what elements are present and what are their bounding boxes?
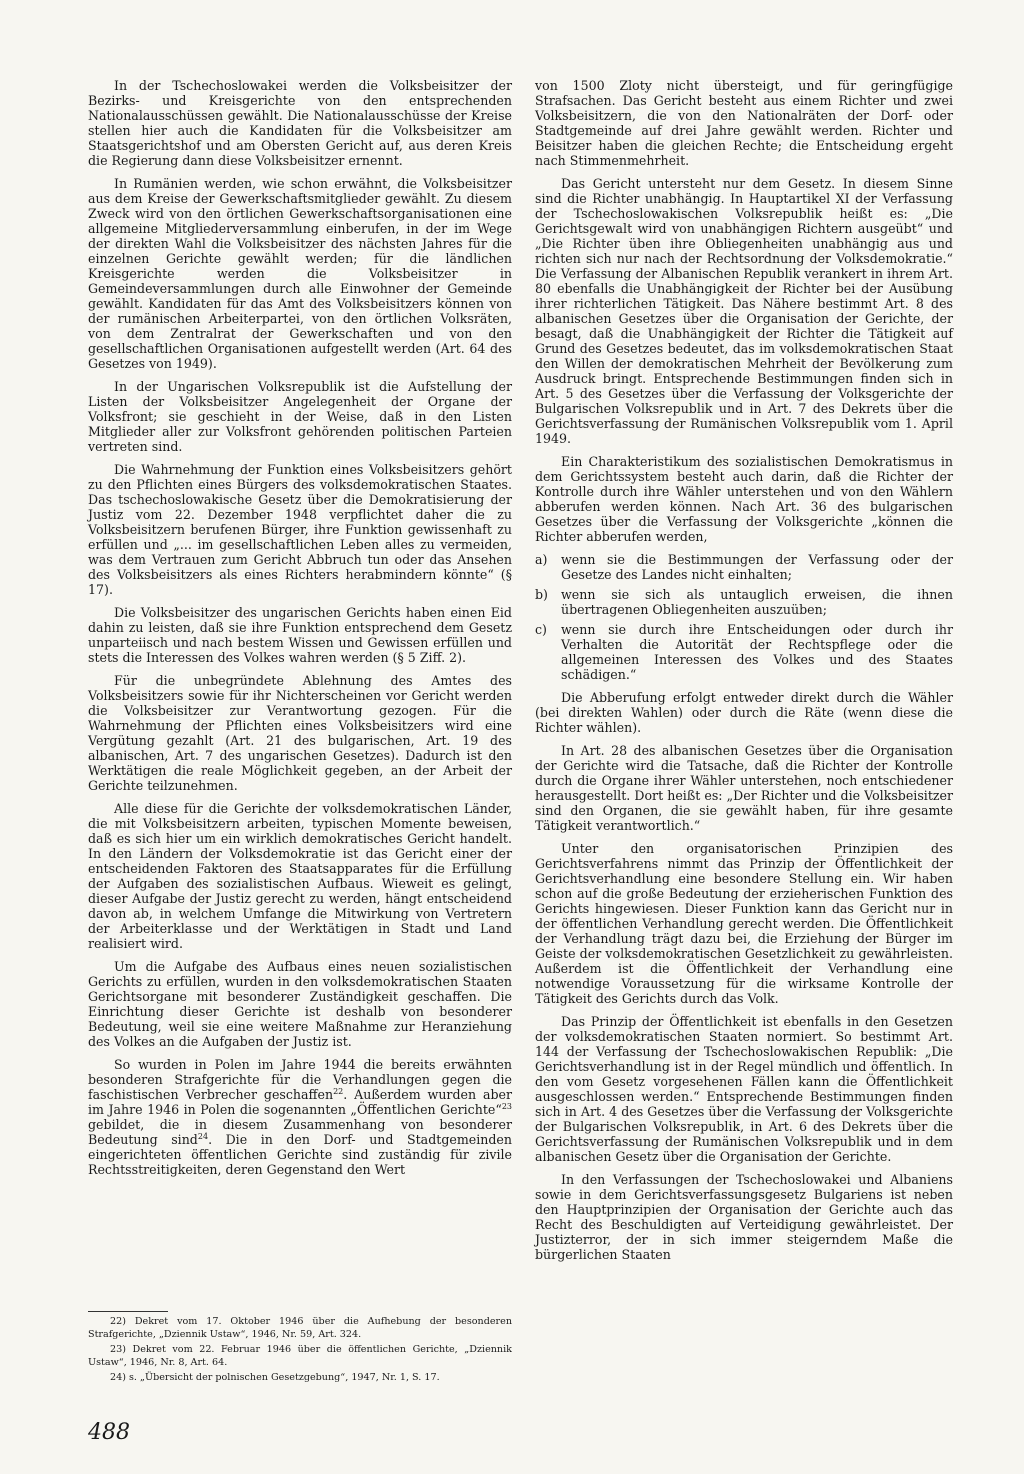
footnote: 22) Dekret vom 17. Oktober 1946 über die Aufhebung der besonderen Strafgerichte, „Dziennik Ustaw“, 1946, Nr. 59, Art. 324. [88,1316,512,1340]
paragraph: In Art. 28 des albanischen Gesetzes über die Organisation der Gerichte wird die Tatsache, daß die Richter der Kontrolle durch die Organe ihrer Wähler unterstehen, noch entschiedener herausgestellt. Dort heißt es: „Der Richter und die Volksbeisitzer sind den Organen, die sie gewählt haben, für ihre gesamte Tätigkeit verantwortlich.“ [535,743,953,833]
text-run: . Die in den Dorf- und Stadtgemeinden eingerichteten öffentlichen Gerichte sind zuständig für zivile Rechtsstreitigkeiten, deren Gegenstand den Wert [88,1132,512,1177]
enumerated-list [535,552,953,682]
list-item-label: a) [535,552,548,567]
paragraph-with-footnotes [88,1057,512,1177]
list-item-text: wenn sie sich als untauglich erweisen, die ihnen übertragenen Obliegenheiten auszuüben; [561,587,953,617]
footnote-ref: 24 [197,1131,209,1141]
list-item-text: wenn sie die Bestimmungen der Verfassung oder der Gesetze des Landes nicht einhalten; [561,552,953,582]
paragraph: Alle diese für die Gerichte der volksdemokratischen Länder, die mit Volksbeisitzern arbeiten, typischen Momente beweisen, daß es sich hier um ein wirklich demokratisches Gericht handelt. In den Ländern der Volksdemokratie ist das Gericht einer der entscheidenden Faktoren des Staatsapparates für die Erfüllung der Aufgaben des sozialistischen Aufbaus. Wieweit es gelingt, dieser Aufgabe der Justiz gerecht zu werden, hängt entscheidend davon ab, in welchem Umfange die Mitwirkung von Vertretern der Arbeiterklasse und der Werktätigen in Stadt und Land realisiert wird. [88,801,512,951]
right-column [535,78,953,1270]
list-item-text: wenn sie durch ihre Entscheidungen oder durch ihr Verhalten die Autorität der Rechtspflege oder die allgemeinen Interessen des Volkes und des Staates schädigen.“ [561,622,953,682]
footnote: 23) Dekret vom 22. Februar 1946 über die öffentlichen Gerichte, „Dziennik Ustaw“, 1946, Nr. 8, Art. 64. [88,1344,512,1368]
page-number: 488 [88,1420,130,1445]
paragraph: In Rumänien werden, wie schon erwähnt, die Volksbeisitzer aus dem Kreise der Gewerkschaftsmitglieder gewählt. Zu diesem Zweck wird von den örtlichen Gewerkschaftsorganisationen eine allgemeine Mitgliederversammlung einberufen, in der im Wege der direkten Wahl die Volksbeisitzer des nächsten Jahres für die einzelnen Gerichte gewählt werden; für die ländlichen Kreisgerichte werden die Volksbeisitzer in Gemeindeversammlungen durch alle Einwohner der Gemeinde gewählt. Kandidaten für das Amt des Volksbeisitzers können von der rumänischen Arbeiterpartei, von den örtlichen Volksräten, von dem Zentralrat der Gewerkschaften und von den gesellschaftlichen Organisationen aufgestellt werden (Art. 64 des Gesetzes von 1949). [88,176,512,371]
text-run: So wurden in Polen im Jahre 1944 die bereits erwähnten besonderen Strafgerichte für die Verhandlungen gegen die faschistischen Verbrecher geschaffen [88,1057,512,1102]
paragraph: In der Ungarischen Volksrepublik ist die Aufstellung der Listen der Volksbeisitzer Angelegenheit der Organe der Volksfront; sie geschieht in der Weise, daß in den Listen Mitglieder aller zur Volksfront gehörenden politischen Parteien vertreten sind. [88,379,512,454]
footnote-ref: 22 [333,1086,344,1096]
paragraph: Für die unbegründete Ablehnung des Amtes des Volksbeisitzers sowie für ihr Nichterscheinen vor Gericht werden die Volksbeisitzer zur Verantwortung gezogen. Für die Wahrnehmung der Pflichten eines Volksbeisitzers wird eine Vergütung gezahlt (Art. 21 des bulgarischen, Art. 19 des albanischen, Art. 7 des ungarischen Gesetzes). Dadurch ist den Werktätigen die reale Möglichkeit gegeben, an der Arbeit der Gerichte teilzunehmen. [88,673,512,793]
list-item [535,552,953,582]
paragraph: Ein Charakteristikum des sozialistischen Demokratismus in dem Gerichtssystem besteht auch darin, daß die Richter der Kontrolle durch ihre Wähler unterstehen und von den Wählern abberufen werden können. Nach Art. 36 des bulgarischen Gesetzes über die Verfassung der Volksgerichte „können die Richter abberufen werden, [535,454,953,544]
footnote-divider [88,1311,168,1312]
paragraph: Das Gericht untersteht nur dem Gesetz. In diesem Sinne sind die Richter unabhängig. In Hauptartikel XI der Verfassung der Tschechoslowakischen Volksrepublik heißt es: „Die Gerichtsgewalt wird von unabhängigen Richtern ausgeübt“ und „Die Richter üben ihre Obliegenheiten unabhängig aus und richten sich nur nach der Rechtsordnung der Volksdemokratie.“ Die Verfassung der Albanischen Republik verankert in ihrem Art. 80 ebenfalls die Unabhängigkeit der Richter bei der Ausübung ihrer richterlichen Tätigkeit. Das Nähere bestimmt Art. 8 des albanischen Gesetzes über die Organisation der Gerichte, der besagt, daß die Unabhängigkeit der Richter die Tätigkeit auf Grund des Gesetzes bedeutet, das im volksdemokratischen Staat den Willen der demokratischen Mehrheit der Bevölkerung zum Ausdruck bringt. Entsprechende Bestimmungen finden sich in Art. 5 des Gesetzes über die Verfassung der Volksgerichte der Bulgarischen Volksrepublik und in Art. 7 des Dekrets über die Gerichtsverfassung der Rumänischen Volksrepublik vom 1. April 1949. [535,176,953,446]
list-item [535,587,953,617]
paragraph: In den Verfassungen der Tschechoslowakei und Albaniens sowie in dem Gerichtsverfassungsgesetz Bulgariens ist neben den Hauptprinzipien der Organisation der Gerichte auch das Recht des Beschuldigten auf Verteidigung gewährleistet. Der Justizterror, der in sich immer steigerndem Maße die bürgerlichen Staaten [535,1172,953,1262]
paragraph: Das Prinzip der Öffentlichkeit ist ebenfalls in den Gesetzen der volksdemokratischen Staaten normiert. So bestimmt Art. 144 der Verfassung der Tschechoslowakischen Republik: „Die Gerichtsverhandlung ist in der Regel mündlich und öffentlich. In den vom Gesetz vorgesehenen Fällen kann die Öffentlichkeit ausgeschlossen werden.“ Entsprechende Bestimmungen finden sich in Art. 4 des Gesetzes über die Verfassung der Volksgerichte der Bulgarischen Volksrepublik, in Art. 6 des Dekrets über die Gerichtsverfassung der Rumänischen Volksrepublik und in dem albanischen Gesetz über die Organisation der Gerichte. [535,1014,953,1164]
footnotes [88,1316,512,1388]
paragraph: Die Abberufung erfolgt entweder direkt durch die Wähler (bei direkten Wahlen) oder durch die Räte (wenn diese die Richter wählen). [535,690,953,735]
list-item-label: b) [535,587,548,602]
text-run: gebildet, die in diesem Zusammenhang von besonderer Bedeutung sind [88,1117,512,1147]
paragraph: Um die Aufgabe des Aufbaus eines neuen sozialistischen Gerichts zu erfüllen, wurden in den volksdemokratischen Staaten Gerichtsorgane mit besonderer Zuständigkeit geschaffen. Die Einrichtung dieser Gerichte ist deshalb von besonderer Bedeutung, weil sie eine weitere Maßnahme zur Heranziehung des Volkes an die Aufgaben der Justiz ist. [88,959,512,1049]
footnote-ref: 23 [501,1101,512,1111]
paragraph: Die Wahrnehmung der Funktion eines Volksbeisitzers gehört zu den Pflichten eines Bürgers des volksdemokratischen Staates. Das tschechoslowakische Gesetz über die Demokratisierung der Justiz vom 22. Dezember 1948 verpflichtet daher die zu Volksbeisitzern berufenen Bürger, ihre Funktion gewissenhaft zu erfüllen und „... im gesellschaftlichen Leben alles zu vermeiden, was dem Vertrauen zum Gericht Abbruch tun oder das Ansehen des Volksbeisitzers als eines Richters herabmindern könnte“ (§ 17). [88,462,512,597]
paragraph: Die Volksbeisitzer des ungarischen Gerichts haben einen Eid dahin zu leisten, daß sie ihre Funktion entsprechend dem Gesetz unparteiisch und nach bestem Wissen und Gewissen erfüllen und stets die Interessen des Volkes wahren werden (§ 5 Ziff. 2). [88,605,512,665]
footnote: 24) s. „Übersicht der polnischen Gesetzgebung“, 1947, Nr. 1, S. 17. [110,1372,440,1383]
list-item-label: c) [535,622,547,637]
paragraph: In der Tschechoslowakei werden die Volksbeisitzer der Bezirks- und Kreisgerichte von den entsprechenden Nationalausschüssen gewählt. Die Nationalausschüsse der Kreise stellen hier auch die Kandidaten für die Volksbeisitzer am Staatsgerichtshof und am Obersten Gericht auf, aus deren Kreis die Regierung dann diese Volksbeisitzer ernennt. [88,78,512,168]
paragraph: von 1500 Zloty nicht übersteigt, und für geringfügige Strafsachen. Das Gericht besteht aus einem Richter und zwei Volksbeisitzern, die von den Nationalräten der Dorf- oder Stadtgemeinde auf drei Jahre gewählt werden. Richter und Beisitzer haben die gleichen Rechte; die Entscheidung ergeht nach Stimmenmehrheit. [535,78,953,168]
text-run: . Außerdem wurden aber im Jahre 1946 in Polen die sogenannten „Öffentlichen Gerichte“ [88,1087,512,1117]
list-item [535,622,953,682]
paragraph: Unter den organisatorischen Prinzipien des Gerichtsverfahrens nimmt das Prinzip der Öffentlichkeit der Gerichtsverhandlung eine besondere Stellung ein. Wir haben schon auf die große Bedeutung der erzieherischen Funktion des Gerichts hingewiesen. Dieser Funktion kann das Gericht nur in der öffentlichen Verhandlung gerecht werden. Die Öffentlichkeit der Verhandlung trägt dazu bei, die Erziehung der Bürger im Geiste der volksdemokratischen Gesetzlichkeit zu gewährleisten. Außerdem ist die Öffentlichkeit der Verhandlung eine notwendige Voraussetzung für die wirksame Kontrolle der Tätigkeit des Gerichts durch das Volk. [535,841,953,1006]
left-column [88,78,512,1185]
